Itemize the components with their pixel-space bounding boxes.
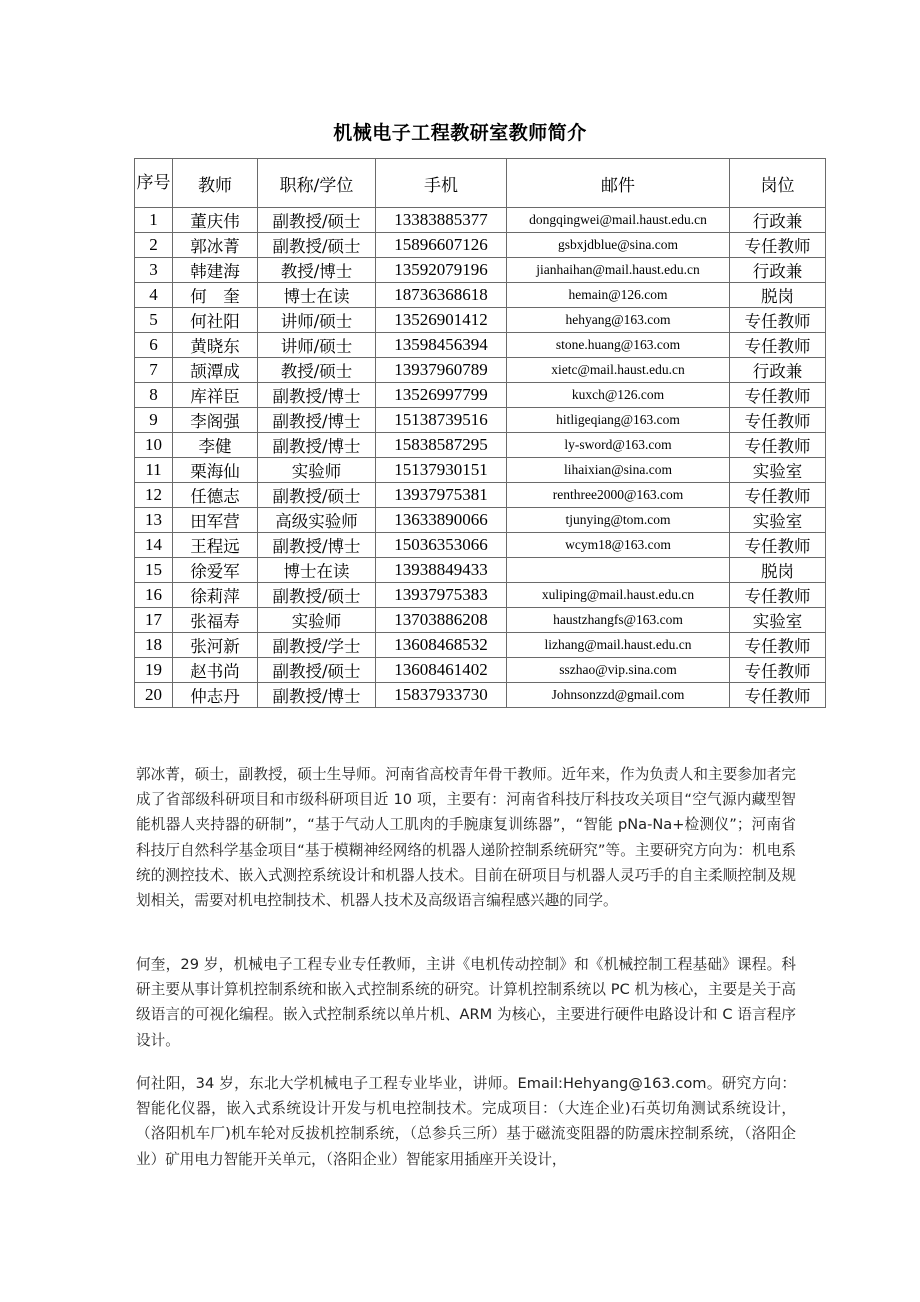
cell-email	[507, 558, 730, 583]
cell-phone: 13598456394	[376, 333, 507, 358]
table-body	[135, 208, 826, 708]
cell-email: lizhang@mail.haust.edu.cn	[507, 633, 730, 658]
cell-position: 实验室	[730, 458, 826, 483]
cell-phone: 15896607126	[376, 233, 507, 258]
cell-email: sszhao@vip.sina.com	[507, 658, 730, 683]
table-row	[135, 358, 826, 383]
cell-teacher-name: 徐爱军	[173, 558, 258, 583]
cell-title-degree: 高级实验师	[258, 508, 376, 533]
cell-phone: 15137930151	[376, 458, 507, 483]
header-phone: 手机	[376, 159, 507, 208]
cell-teacher-name: 董庆伟	[173, 208, 258, 233]
cell-phone: 13937975381	[376, 483, 507, 508]
cell-phone: 13608461402	[376, 658, 507, 683]
cell-email: Johnsonzzd@gmail.com	[507, 683, 730, 708]
cell-num: 18	[135, 633, 173, 658]
table-row	[135, 608, 826, 633]
cell-phone: 13383885377	[376, 208, 507, 233]
cell-phone: 13703886208	[376, 608, 507, 633]
cell-phone: 13938849433	[376, 558, 507, 583]
cell-title-degree: 讲师/硕士	[258, 333, 376, 358]
cell-position: 行政兼	[730, 208, 826, 233]
cell-teacher-name: 任德志	[173, 483, 258, 508]
table-row	[135, 233, 826, 258]
cell-email: gsbxjdblue@sina.com	[507, 233, 730, 258]
header-num: 序号	[135, 159, 173, 208]
cell-email: kuxch@126.com	[507, 383, 730, 408]
cell-teacher-name: 库祥臣	[173, 383, 258, 408]
cell-num: 3	[135, 258, 173, 283]
cell-num: 2	[135, 233, 173, 258]
cell-num: 7	[135, 358, 173, 383]
table-row	[135, 558, 826, 583]
cell-num: 15	[135, 558, 173, 583]
table-row	[135, 283, 826, 308]
bio-paragraph-guo-bingjing: 郭冰菁，硕士，副教授，硕士生导师。河南省高校青年骨干教师。近年来，作为负责人和主要参加者完成了省部级科研项目和市级科研项目近 10 项，主要有：河南省科技厅科技攻关项目“空气源内藏型智能机器人夹持器的研制”，“基于气动人工肌肉的手腕康复训练器”，“智能 pNa-Na+检测仪”；河南省科技厅自然科学基金项目“基于模糊神经网络的机器人递阶控制系统研究”等。主要研究方向为：机电系统的测控技术、嵌入式测控系统设计和机器人技术。目前在研项目与机器人灵巧手的自主柔顺控制及规划相关，需要对机电控制技术、机器人技术及高级语言编程感兴趣的同学。	[136, 766, 796, 910]
cell-position: 专任教师	[730, 408, 826, 433]
cell-teacher-name: 田军营	[173, 508, 258, 533]
cell-title-degree: 实验师	[258, 608, 376, 633]
cell-title-degree: 副教授/硕士	[258, 233, 376, 258]
cell-title-degree: 副教授/硕士	[258, 208, 376, 233]
teacher-table	[134, 158, 826, 708]
cell-teacher-name: 李健	[173, 433, 258, 458]
cell-email: hehyang@163.com	[507, 308, 730, 333]
cell-title-degree: 博士在读	[258, 558, 376, 583]
cell-email: wcym18@163.com	[507, 533, 730, 558]
cell-position: 专任教师	[730, 658, 826, 683]
cell-position: 专任教师	[730, 333, 826, 358]
cell-phone: 15837933730	[376, 683, 507, 708]
cell-title-degree: 博士在读	[258, 283, 376, 308]
table-row	[135, 658, 826, 683]
cell-position: 专任教师	[730, 533, 826, 558]
cell-email: tjunying@tom.com	[507, 508, 730, 533]
cell-position: 专任教师	[730, 483, 826, 508]
table-header-row	[135, 159, 826, 208]
cell-num: 4	[135, 283, 173, 308]
table-row	[135, 683, 826, 708]
cell-phone: 13608468532	[376, 633, 507, 658]
cell-title-degree: 副教授/硕士	[258, 483, 376, 508]
cell-title-degree: 副教授/博士	[258, 683, 376, 708]
cell-teacher-name: 张河新	[173, 633, 258, 658]
cell-email: haustzhangfs@163.com	[507, 608, 730, 633]
table-row	[135, 258, 826, 283]
cell-num: 20	[135, 683, 173, 708]
header-title-degree: 职称/学位	[258, 159, 376, 208]
cell-teacher-name: 何 奎	[173, 283, 258, 308]
cell-title-degree: 实验师	[258, 458, 376, 483]
cell-position: 专任教师	[730, 683, 826, 708]
table-row	[135, 433, 826, 458]
cell-position: 专任教师	[730, 633, 826, 658]
cell-num: 11	[135, 458, 173, 483]
cell-phone: 13526901412	[376, 308, 507, 333]
table-row	[135, 383, 826, 408]
cell-num: 14	[135, 533, 173, 558]
cell-email: xietc@mail.haust.edu.cn	[507, 358, 730, 383]
cell-teacher-name: 颉潭成	[173, 358, 258, 383]
cell-num: 1	[135, 208, 173, 233]
cell-title-degree: 副教授/博士	[258, 433, 376, 458]
cell-position: 专任教师	[730, 233, 826, 258]
cell-email: xuliping@mail.haust.edu.cn	[507, 583, 730, 608]
cell-num: 8	[135, 383, 173, 408]
cell-position: 脱岗	[730, 283, 826, 308]
cell-email: dongqingwei@mail.haust.edu.cn	[507, 208, 730, 233]
cell-num: 12	[135, 483, 173, 508]
cell-num: 10	[135, 433, 173, 458]
cell-teacher-name: 徐莉萍	[173, 583, 258, 608]
cell-teacher-name: 韩建海	[173, 258, 258, 283]
bio-paragraph-he-kui: 何奎，29 岁，机械电子工程专业专任教师，主讲《电机传动控制》和《机械控制工程基础》课程。科研主要从事计算机控制系统和嵌入式控制系统的研究。计算机控制系统以 PC 机为核心，主要是关于高级语言的可视化编程。嵌入式控制系统以单片机、ARM 为核心，主要进行硬件电路设计和 C 语言程序设计。	[136, 956, 796, 1049]
cell-title-degree: 副教授/学士	[258, 633, 376, 658]
table-row	[135, 458, 826, 483]
table-row	[135, 408, 826, 433]
cell-position: 实验室	[730, 608, 826, 633]
table-row	[135, 333, 826, 358]
cell-email: jianhaihan@mail.haust.edu.cn	[507, 258, 730, 283]
page-title: 机械电子工程教研室教师简介	[333, 122, 587, 144]
cell-phone: 15036353066	[376, 533, 507, 558]
table-row	[135, 633, 826, 658]
table-row	[135, 208, 826, 233]
cell-phone: 13937975383	[376, 583, 507, 608]
table-row	[135, 483, 826, 508]
table-row	[135, 583, 826, 608]
cell-title-degree: 讲师/硕士	[258, 308, 376, 333]
cell-teacher-name: 张福寿	[173, 608, 258, 633]
cell-num: 9	[135, 408, 173, 433]
cell-phone: 15138739516	[376, 408, 507, 433]
cell-title-degree: 教授/博士	[258, 258, 376, 283]
header-email: 邮件	[507, 159, 730, 208]
cell-position: 行政兼	[730, 258, 826, 283]
cell-teacher-name: 王程远	[173, 533, 258, 558]
cell-teacher-name: 郭冰菁	[173, 233, 258, 258]
cell-title-degree: 副教授/博士	[258, 533, 376, 558]
cell-phone: 15838587295	[376, 433, 507, 458]
cell-position: 专任教师	[730, 433, 826, 458]
cell-num: 5	[135, 308, 173, 333]
table-row	[135, 533, 826, 558]
cell-position: 专任教师	[730, 583, 826, 608]
cell-teacher-name: 仲志丹	[173, 683, 258, 708]
cell-teacher-name: 何社阳	[173, 308, 258, 333]
cell-num: 6	[135, 333, 173, 358]
cell-email: lihaixian@sina.com	[507, 458, 730, 483]
cell-num: 16	[135, 583, 173, 608]
cell-email: stone.huang@163.com	[507, 333, 730, 358]
cell-position: 脱岗	[730, 558, 826, 583]
cell-position: 行政兼	[730, 358, 826, 383]
cell-position: 专任教师	[730, 308, 826, 333]
cell-title-degree: 副教授/硕士	[258, 583, 376, 608]
cell-title-degree: 副教授/硕士	[258, 658, 376, 683]
cell-email: renthree2000@163.com	[507, 483, 730, 508]
bio-paragraph-he-sheyang: 何社阳，34 岁，东北大学机械电子工程专业毕业，讲师。Email:Hehyang@163.com。研究方向：智能化仪器，嵌入式系统设计开发与机电控制技术。完成项目：（大连企业)石英切角测试系统设计，（洛阳机车厂)机车轮对反拔机控制系统，（总参兵三所）基于磁流变阻器的防震床控制系统，（洛阳企业）矿用电力智能开关单元，（洛阳企业）智能家用插座开关设计，	[136, 1075, 796, 1168]
cell-email: hemain@126.com	[507, 283, 730, 308]
header-position: 岗位	[730, 159, 826, 208]
cell-phone: 13937960789	[376, 358, 507, 383]
cell-teacher-name: 赵书尚	[173, 658, 258, 683]
cell-phone: 13633890066	[376, 508, 507, 533]
cell-phone: 18736368618	[376, 283, 507, 308]
cell-title-degree: 教授/硕士	[258, 358, 376, 383]
cell-position: 实验室	[730, 508, 826, 533]
table-row	[135, 508, 826, 533]
cell-title-degree: 副教授/博士	[258, 408, 376, 433]
cell-teacher-name: 黄晓东	[173, 333, 258, 358]
cell-email: hitligeqiang@163.com	[507, 408, 730, 433]
cell-teacher-name: 李阁强	[173, 408, 258, 433]
cell-position: 专任教师	[730, 383, 826, 408]
cell-num: 13	[135, 508, 173, 533]
cell-num: 17	[135, 608, 173, 633]
cell-phone: 13592079196	[376, 258, 507, 283]
cell-phone: 13526997799	[376, 383, 507, 408]
table-row	[135, 308, 826, 333]
cell-title-degree: 副教授/博士	[258, 383, 376, 408]
header-teacher: 教师	[173, 159, 258, 208]
cell-num: 19	[135, 658, 173, 683]
cell-teacher-name: 栗海仙	[173, 458, 258, 483]
cell-email: ly-sword@163.com	[507, 433, 730, 458]
